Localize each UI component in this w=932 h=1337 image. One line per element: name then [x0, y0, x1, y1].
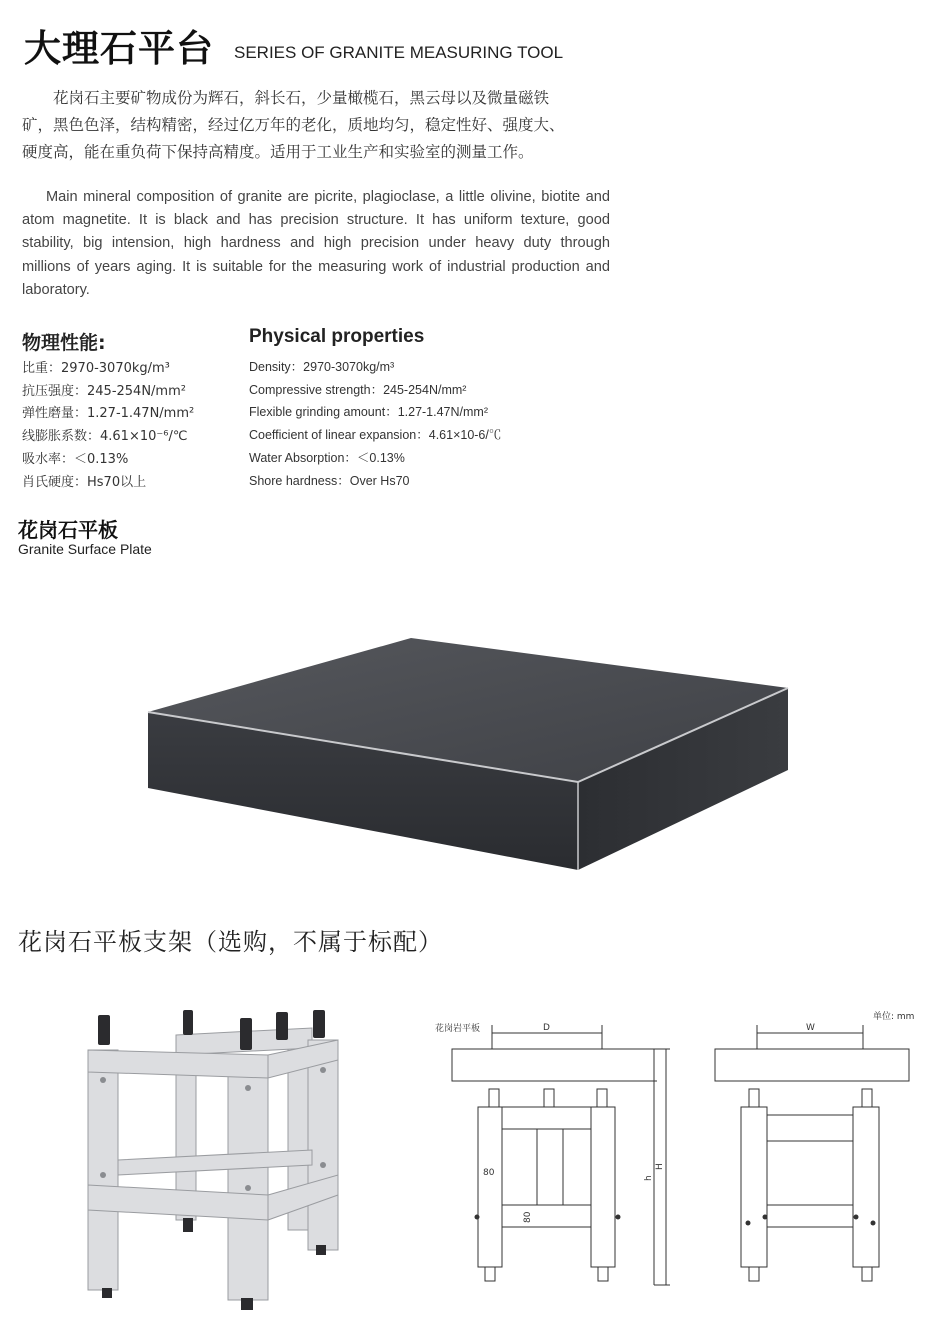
intro-en-line: laboratory. — [22, 281, 90, 298]
property-absorption-cn: 吸水率：＜0.13% — [22, 451, 129, 467]
property-density-en: Density：2970-3070kg/m³ — [249, 360, 395, 374]
diagram-unit-label: 单位: mm — [873, 1012, 915, 1022]
granite-plate-image — [140, 630, 800, 880]
plate-title-en: Granite Surface Plate — [18, 541, 152, 557]
stand-heading: 花岗石平板支架（选购，不属于标配） — [18, 928, 443, 956]
diagram-dim-h-upper: H — [655, 1163, 665, 1170]
property-expansion-cn: 线膨胀系数：4.61×10⁻⁶/℃ — [22, 429, 188, 445]
plate-title-cn: 花岗石平板 — [18, 518, 118, 542]
properties-en-list — [249, 356, 501, 492]
property-hardness-cn: 肖氏硬度：Hs70以上 — [22, 474, 147, 490]
diagram-dim-80-a: 80 — [483, 1168, 495, 1178]
diagram-plate-label: 花岗岩平板 — [435, 1024, 481, 1034]
intro-en-paragraph — [22, 186, 610, 302]
front-plate-rect — [452, 1049, 654, 1081]
diagram-dim-w: W — [806, 1023, 815, 1033]
intro-cn-paragraph — [22, 85, 612, 166]
intro-cn-line: 硬度高，能在重负荷下保持高精度。适用于工业生产和实验室的测量工作。 — [22, 143, 534, 161]
property-compressive-cn: 抗压强度：245-254N/mm² — [22, 383, 186, 399]
property-flexible-en: Flexible grinding amount：1.27-1.47N/mm² — [249, 405, 488, 420]
intro-en-line: stability, big intension, high hardness and high precision under heavy duty through — [22, 235, 610, 252]
property-expansion-en: Coefficient of linear expansion：4.61×10-6/℃ — [249, 428, 502, 443]
intro-en-line: Main mineral composition of granite are picrite, plagioclase, a little olivine, biotite and — [46, 189, 610, 205]
diagram-dim-h-lower: h — [644, 1175, 654, 1181]
page-subtitle: SERIES OF GRANITE MEASURING TOOL — [234, 43, 564, 62]
page-title: 大理石平台 — [24, 27, 214, 70]
properties-en-heading: Physical properties — [249, 326, 425, 347]
property-hardness-en: Shore hardness：Over Hs70 — [249, 473, 410, 488]
property-compressive-en: Compressive strength：245-254N/mm² — [249, 382, 467, 397]
properties-cn-list — [22, 358, 194, 494]
intro-en-line: millions of years aging. It is suitable for the measuring work of industrial production and — [22, 258, 610, 275]
property-density-cn: 比重：2970-3070kg/m³ — [22, 361, 170, 376]
intro-en-line: atom magnetite. It is black and has precision structure. It has uniform texture, good — [22, 212, 610, 229]
property-flexible-cn: 弹性磨量：1.27-1.47N/mm² — [22, 406, 195, 422]
stand-photo — [78, 1000, 368, 1320]
stand-dimension-diagram — [425, 1005, 925, 1305]
side-plate-rect — [715, 1049, 909, 1081]
property-absorption-en: Water Absorption：＜0.13% — [249, 450, 405, 465]
diagram-dim-d: D — [543, 1023, 550, 1033]
diagram-dim-80-b: 80 — [523, 1211, 533, 1223]
properties-cn-heading: 物理性能: — [22, 332, 106, 354]
intro-cn-line: 花岗石主要矿物成份为辉石，斜长石，少量橄榄石，黑云母以及微量磁铁 — [22, 89, 550, 107]
intro-cn-line: 矿，黑色色泽，结构精密，经过亿万年的老化，质地均匀，稳定性好、强度大、 — [22, 116, 565, 134]
